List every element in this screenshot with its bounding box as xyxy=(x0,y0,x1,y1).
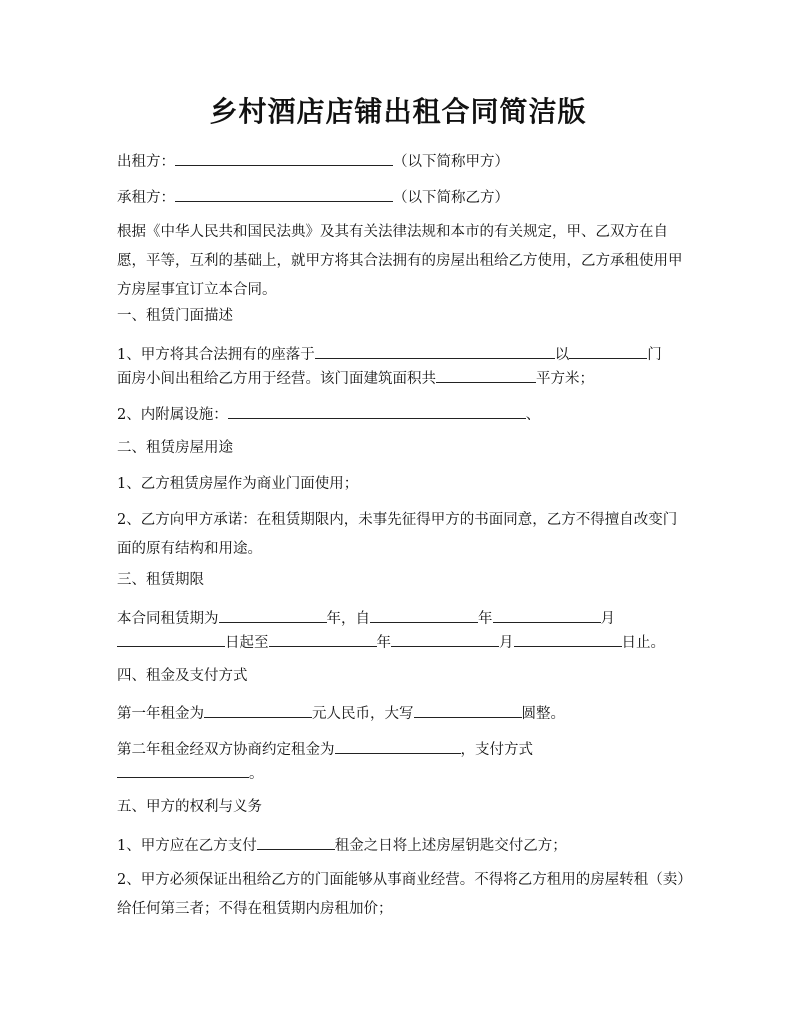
lessee-blank xyxy=(175,186,393,202)
area-blank xyxy=(436,367,536,383)
lessee-suffix: （以下简称乙方） xyxy=(393,190,509,206)
lessor-label: 出租方： xyxy=(117,154,175,170)
intro-paragraph: 根据《中华人民共和国民法典》及其有关法律法规和本市的有关规定，甲、乙双方在自愿，平等，互利的基础上，就甲方将其合法拥有的房屋出租给乙方使用，乙方承租使用甲方房屋事宜订立本合同。 xyxy=(117,224,683,298)
s4-text-e: ，支付方式 xyxy=(460,742,533,758)
payment-method-blank xyxy=(117,762,249,778)
section-2-heading: 二、租赁房屋用途 xyxy=(117,440,233,456)
lessor-blank xyxy=(175,150,393,166)
s4-second-year-rent-line-2 xyxy=(117,762,687,784)
lessee-line xyxy=(117,186,687,208)
term-years-blank xyxy=(219,607,327,623)
s5-text-b: 租金之日将上述房屋钥匙交付乙方； xyxy=(334,838,567,854)
s3-text-d: 月 xyxy=(600,611,615,627)
section-4-heading: 四、租金及支付方式 xyxy=(117,668,248,684)
s3-text-f: 年 xyxy=(376,635,391,651)
section-5-heading: 五、甲方的权利与义务 xyxy=(117,799,262,815)
s1-clause-1-text-d: 面房小间出租给乙方用于经营。该门面建筑面积共 xyxy=(117,371,436,387)
s3-text-c: 年 xyxy=(478,611,493,627)
s3-text-a: 本合同租赁期为 xyxy=(117,611,219,627)
location-blank xyxy=(315,343,555,359)
s4-text-a: 第一年租金为 xyxy=(117,706,204,722)
facilities-blank xyxy=(228,403,526,419)
s4-second-year-rent-line-1 xyxy=(117,738,687,760)
start-month-blank xyxy=(493,607,601,623)
s3-term-line-1 xyxy=(117,607,687,629)
s4-text-d: 第二年租金经双方协商约定租金为 xyxy=(117,742,335,758)
s2-clause-1: 1、乙方租赁房屋作为商业门面使用； xyxy=(117,476,359,492)
s1-clause-2-text-a: 2、内附属设施： xyxy=(117,407,228,423)
section-3-heading: 三、租赁期限 xyxy=(117,572,204,588)
s4-text-b: 元人民币，大写 xyxy=(312,706,414,722)
s1-clause-1-line-1 xyxy=(117,343,687,365)
s1-clause-1-text-c: 门 xyxy=(647,347,662,363)
s1-clause-2-text-b: 、 xyxy=(525,407,541,423)
unit-count-blank xyxy=(569,343,647,359)
s5-clause-2: 2、甲方必须保证出租给乙方的门面能够从事商业经营。不得将乙方租用的房屋转租（卖）给任何第三者；不得在租赁期内房租加价； xyxy=(117,872,685,917)
s1-clause-1-text-a: 1、甲方将其合法拥有的座落于 xyxy=(117,347,315,363)
s3-text-e: 日起至 xyxy=(225,635,269,651)
s5-text-a: 1、甲方应在乙方支付 xyxy=(117,838,257,854)
s5-clause-1 xyxy=(117,834,687,856)
second-year-rent-blank xyxy=(335,738,461,754)
lessor-suffix: （以下简称甲方） xyxy=(393,154,509,170)
s3-text-h: 日止。 xyxy=(621,635,665,651)
rent-uppercase-blank xyxy=(414,702,522,718)
s1-clause-1-text-b: 以 xyxy=(554,347,570,363)
end-year-blank xyxy=(269,631,377,647)
rent-amount-blank xyxy=(204,702,312,718)
s1-clause-2 xyxy=(117,403,687,425)
s3-term-line-2 xyxy=(117,631,687,653)
lessor-line xyxy=(117,150,687,172)
end-month-blank xyxy=(391,631,499,647)
s1-clause-1-text-e: 平方米； xyxy=(536,371,594,387)
section-1-heading: 一、租赁门面描述 xyxy=(117,308,233,324)
start-day-blank xyxy=(117,631,225,647)
s3-text-b: 年，自 xyxy=(326,611,370,627)
s4-first-year-rent xyxy=(117,702,687,724)
payment-blank xyxy=(257,834,335,850)
s3-text-g: 月 xyxy=(499,635,514,651)
s2-clause-2: 2、乙方向甲方承诺：在租赁期限内，未事先征得甲方的书面同意，乙方不得擅自改变门面的原有结构和用途。 xyxy=(117,512,678,557)
document-title: 乡村酒店店铺出租合同简洁版 xyxy=(209,95,587,128)
s1-clause-1-line-2 xyxy=(117,367,687,389)
start-year-blank xyxy=(370,607,478,623)
lessee-label: 承租方： xyxy=(117,190,175,206)
s4-text-f: 。 xyxy=(249,766,264,782)
end-day-blank xyxy=(514,631,622,647)
s4-text-c: 圆整。 xyxy=(521,706,565,722)
